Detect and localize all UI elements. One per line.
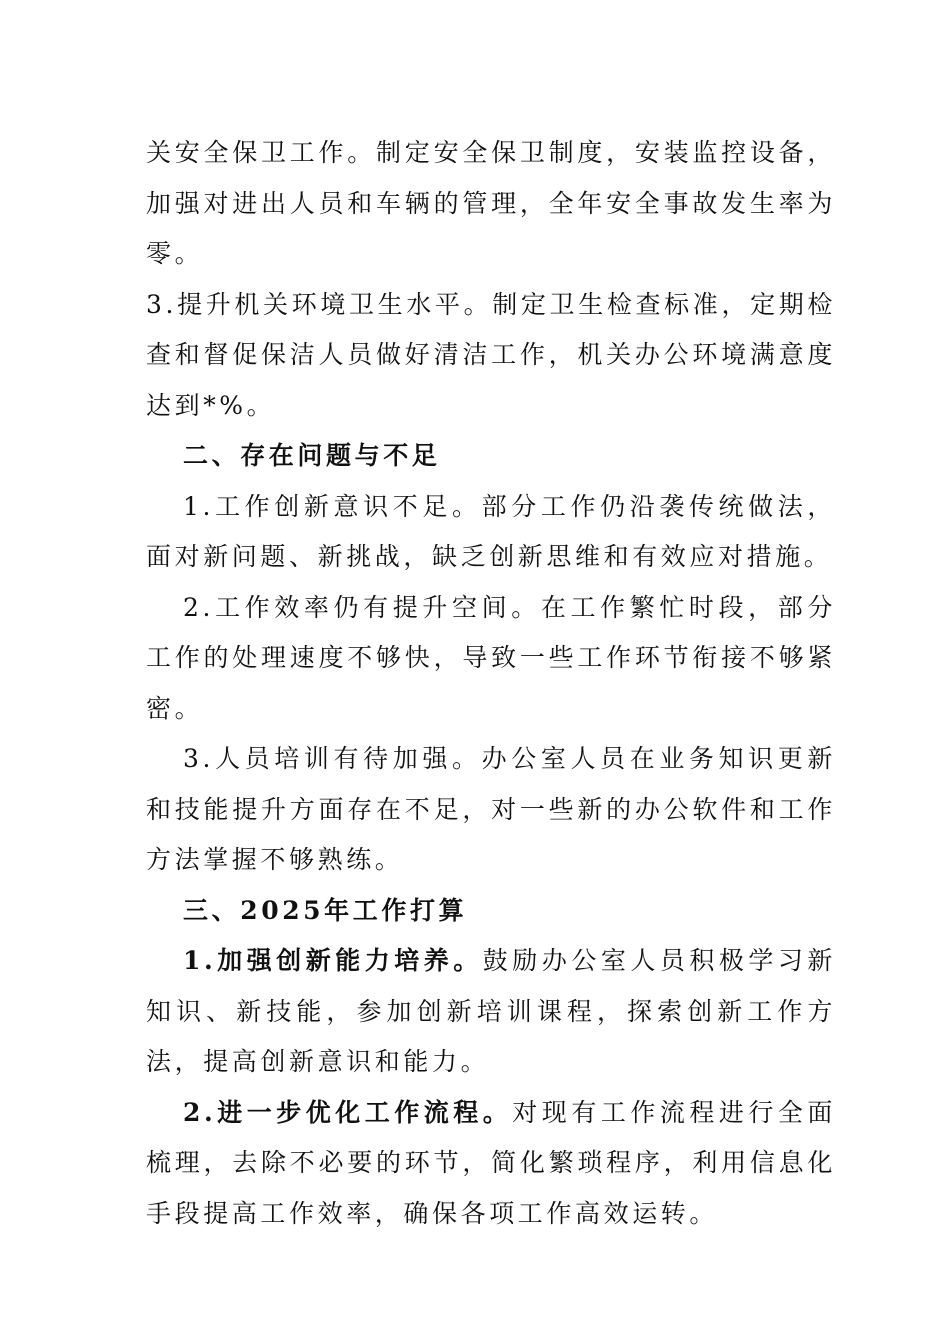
paragraph-environment-hygiene: 3.提升机关环境卫生水平。制定卫生检查标准，定期检查和督促保洁人员做好清洁工作，机关办公环境满意度达到*%。 [146, 289, 836, 420]
paragraph-innovation-plan [146, 936, 836, 1088]
paragraph-training: 3.人员培训有待加强。办公室人员在业务知识更新和技能提升方面存在不足，对一些新的办公软件和工作方法掌握不够熟练。 [146, 744, 836, 874]
paragraph-efficiency: 2.工作效率仍有提升空间。在工作繁忙时段，部分工作的处理速度不够快，导致一些工作环节衔接不够紧密。 [146, 592, 836, 723]
paragraph-body-innovation: 鼓励办公室人员积极学习新知识、新技能，参加创新培训课程，探索创新工作方法，提高创新意识和能力。 [146, 946, 836, 1076]
section-heading-2025-plan: 三、2025年工作打算 [183, 895, 468, 925]
paragraph-workflow-plan [146, 1088, 836, 1240]
paragraph-lead-innovation: 1.加强创新能力培养。 [183, 946, 483, 975]
paragraph-security-work: 关安全保卫工作。制定安全保卫制度，安装监控设备，加强对进出人员和车辆的管理，全年安全事故发生率为零。 [146, 138, 836, 268]
section-heading-problems: 二、存在问题与不足 [183, 441, 441, 470]
paragraph-lead-workflow: 2.进一步优化工作流程。 [183, 1097, 513, 1127]
paragraph-innovation-lacking: 1.工作创新意识不足。部分工作仍沿袭传统做法，面对新问题、新挑战，缺乏创新思维和有效应对措施。 [146, 491, 836, 571]
paragraph-body-workflow: 对现有工作流程进行全面梳理，去除不必要的环节，简化繁琐程序，利用信息化手段提高工作效率，确保各项工作高效运转。 [146, 1097, 836, 1228]
document-body [146, 128, 836, 1239]
